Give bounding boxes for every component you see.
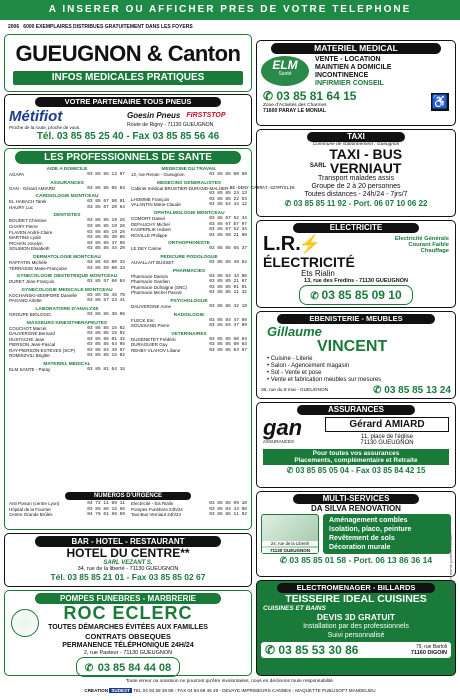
material-address-1: Zone d'Activités des Charmes	[263, 103, 327, 108]
list-item-phone: 03 85 85 19 26	[87, 223, 125, 229]
bar-owner: SARL VEZANT S.	[103, 560, 153, 566]
taxi-note: Commune de stationnement : Gueugnon	[312, 142, 400, 147]
electricity-section	[256, 220, 456, 308]
appliances-quote: DEVIS 3D GRATUIT	[316, 612, 396, 622]
list-item	[131, 260, 247, 266]
material-line-3: INCONTINENCE	[315, 72, 369, 79]
insurance-slogan-2: Placements, complémentaire et Retraite	[294, 457, 418, 464]
insurance-address-1: 11, place de l'église	[360, 434, 414, 440]
list-item	[131, 172, 247, 178]
phone-icon: ✆	[84, 663, 94, 674]
list-item-phone: 03 85 85 65 37	[209, 246, 247, 252]
list-item-phone: 03 85 85 30 06	[87, 235, 125, 241]
insurance-address-2: 71130 GUEUGNON	[360, 440, 414, 446]
list-item-name: Pharmacie Dufraigne (SNC)	[131, 284, 188, 290]
list-item	[9, 205, 125, 211]
pro-left-section-title: CARDIOLOGIE MONTCEAU	[35, 194, 99, 200]
list-item-name: HAURY Luc	[9, 204, 34, 210]
urgent-header: NUMEROS D'URGENCE	[65, 492, 191, 500]
furniture-item-3-text: Sol - Vente et pose	[270, 370, 322, 376]
list-item-phone: 03 85 67 67 97	[209, 221, 247, 227]
partner-address: Route de Rigny - 71130 GUEUGNON	[127, 121, 214, 128]
urgent-item-name: Hôpital de la Fourrier	[9, 506, 52, 512]
bar-address: 34, rue de la liberté - 71130 GUEUGNON	[77, 566, 179, 572]
list-item-phone: 03 85 67 52 34	[209, 227, 247, 233]
list-item-name: Pharmacie Danion	[131, 273, 169, 279]
material-line-2: MAINTIEN A DOMICILE	[315, 64, 392, 71]
list-item-name: ROVILLE Philippe	[131, 232, 168, 238]
list-item-name: PIERSON Jean-Pascal	[9, 342, 56, 348]
credits-text: TEL 04 93 69 38 88 - FAX 04 93 69 46 49 - DEVAYE IMPRIMEURS CANNES - MAQUETTE PUBLISOFT MANDELIEU	[133, 688, 376, 693]
list-item	[131, 246, 247, 252]
pro-left-section-title: MATERIEL MEDICAL	[43, 362, 91, 368]
list-item-phone: 03 85 67 60 91	[87, 199, 125, 205]
list-item-name: LHOMME François	[131, 196, 170, 202]
furniture-item-2-text: Salon - Agencement magasin	[270, 363, 350, 369]
credits-line	[0, 688, 460, 693]
funeral-section	[4, 590, 252, 676]
list-item-name: PICHAN Jocelyn	[9, 240, 43, 246]
furniture-item-4: • Vente et fabrication meubles sur mesures	[267, 377, 382, 383]
furniture-item-1-text: Cuisine - Literie	[270, 356, 313, 362]
side-note: Reproduction même partielle interdite	[448, 533, 453, 600]
funeral-phone-pill	[76, 657, 180, 677]
partner-logo	[9, 108, 127, 130]
list-item-phone: 03 85 85 19 26	[87, 218, 125, 224]
insurance-logo-text: gan	[263, 415, 303, 440]
phone-icon: ✆	[279, 555, 290, 565]
bar-section	[4, 533, 252, 587]
funeral-logo-icon	[11, 609, 39, 637]
pro-left-section-title: LABORATOIRE D'ANALYSE	[35, 306, 99, 312]
list-item-name: COUCHOT Marcel	[9, 325, 47, 331]
appliances-address-2: 71160 DIGOIN	[410, 650, 447, 656]
list-item-name: SOLIMON Elisabeth	[9, 246, 50, 252]
insurance-header: ASSURANCES	[297, 405, 415, 415]
list-item-name: CHARY Pierre	[9, 223, 38, 229]
list-item-name: PAGAND Arlette	[9, 298, 42, 304]
electricity-service-1: Electricité Générale	[394, 236, 449, 242]
list-item-phone: BE-DENY-CARRAT-SZYMYSLIK	[229, 185, 295, 191]
appliances-address-1: 79, rue Bartoli	[415, 644, 447, 650]
partner-brand-2: Goesin Pneus	[127, 110, 181, 120]
list-item	[131, 323, 247, 329]
taxi-name-1: TAXI - BUS	[329, 146, 403, 162]
list-item-name: Pharmacie Gardien	[131, 279, 170, 285]
insurance-logo-sub: ASSURANCES	[263, 439, 295, 444]
bar-name: HOTEL DU CENTRE**	[66, 546, 190, 560]
list-item-name: Cabinet médical BRUSTIER-DURAND-MALHER-	[131, 185, 230, 191]
pro-left-section-title: DENTISTES	[53, 213, 81, 219]
list-item	[9, 172, 125, 178]
funeral-line-1: TOUTES DÉMARCHES ÉVITÉES AUX FAMILLES	[48, 624, 208, 631]
edition-year: 2006	[8, 24, 20, 30]
electricity-logo	[263, 233, 373, 278]
insurance-logo	[263, 417, 325, 446]
taxi-section	[256, 129, 456, 217]
list-item-name: REHBY VLAHOV Liliane	[131, 347, 181, 353]
urgent-item-name: Pompes Funèbres 24h/24	[131, 506, 183, 512]
appliances-line-1: Installation par des professionnels	[303, 623, 409, 630]
professionals-left-column	[9, 164, 125, 373]
material-section	[256, 40, 456, 126]
services-address-2: 71130 GUEUGNON	[262, 548, 318, 553]
appliances-line-2: Suivi personnalisé	[327, 632, 385, 639]
furniture-item-2: • Salon - Agencement magasin	[267, 363, 350, 369]
list-item-phone: 03 85 85 64 95	[87, 342, 125, 348]
edition-line	[8, 24, 193, 30]
list-item-phone: 03 85 85 15 02	[87, 325, 125, 331]
professionals-header: LES PROFESSIONNELS DE SANTE	[15, 151, 241, 164]
list-item-phone: 03 85 64 44 12	[209, 202, 247, 208]
electricity-phone: 03 85 85 09 10	[321, 288, 402, 302]
list-item-phone: 03 85 85 24 13	[209, 191, 247, 197]
pro-right-section-title: PHARMACIES	[172, 268, 206, 274]
phone-icon: ✆	[284, 199, 294, 208]
list-item-phone: 03 85 85 15 02	[87, 331, 125, 337]
insurance-slogan-1: Pour toutes vos assurances	[312, 450, 400, 457]
pro-left-section-title: GYNECOLOGIE MEDICALE MONTCEAU	[21, 287, 113, 293]
taxi-line-3: Toutes distances - 24h/24 - 7jrs/7	[304, 191, 408, 198]
appliances-header: ELECTROMENAGER - BILLARDS	[277, 583, 435, 593]
page-title: GUEUGNON & Canton	[15, 41, 241, 66]
electricity-service-3: Chauffage	[420, 248, 449, 254]
list-item-phone: 03 85 85 42 19	[209, 303, 247, 309]
insurance-section	[256, 402, 456, 488]
list-item-name: LE DEY Carine	[131, 246, 162, 252]
list-item-phone: 03 85 85 22 54	[209, 196, 247, 202]
list-item-phone: 03 85 85 03 67	[209, 347, 247, 353]
appliances-section	[256, 580, 456, 676]
services-photo	[261, 514, 319, 554]
list-item	[9, 367, 125, 373]
edition-copies: 6000 EXEMPLAIRES DISTRIBUES GRATUITEMENT DANS LES FOYERS	[23, 24, 193, 30]
appliances-phone-number: 03 85 53 30 86	[278, 643, 359, 657]
urgent-item	[131, 512, 247, 518]
list-item	[9, 353, 125, 359]
material-line-1: VENTE - LOCATION	[315, 56, 381, 63]
list-item	[9, 266, 125, 272]
furniture-name-2: VINCENT	[317, 338, 388, 355]
pro-left-section-title: MASSEURS KINESITHERAPEUTES	[26, 320, 108, 326]
electricity-service-2: Courant Faible	[408, 242, 449, 248]
list-item-phone: 03 85 85 47 98	[87, 240, 125, 246]
list-item	[131, 290, 247, 296]
list-item-phone: 03 85 85 01 42	[87, 336, 125, 342]
phone-icon: ✆	[373, 385, 385, 396]
material-header: MATERIEL MEDICAL	[271, 43, 441, 54]
electricity-company: Ets Rialin	[301, 269, 335, 278]
pro-right-section-title: MEDECINE DU TRAVAIL	[161, 167, 217, 172]
taxi-sarl: SARL	[309, 163, 327, 169]
funeral-phone: 03 85 84 44 08	[97, 662, 172, 674]
taxi-phone-number: 03 85 85 11 92 - Port. 06 07 10 06 22	[293, 199, 428, 208]
services-address-1: 24, rue de la Liberté	[262, 541, 318, 546]
list-item-name: RAY-PIERSON-ESTEVES (SCP)	[9, 347, 76, 353]
pro-left-section-title: ASSURANCES	[50, 180, 84, 186]
list-item-name: KOCHANSKI-SEMPORE Danielle	[9, 292, 78, 298]
list-item-phone: 03 85 84 43 06	[209, 273, 247, 279]
list-item-name: TERRASSE Marie-Françoise	[9, 265, 68, 271]
urgent-item-name: Centre Grands Brûlés	[9, 512, 53, 518]
furniture-address: 36, rue du 8 mai - GUEUGNON	[261, 388, 329, 393]
urgent-item-name: Taxi-Bus Verniaut 24h/24	[131, 512, 182, 518]
partner-tagline: Proche de la route, proche de vous.	[9, 125, 81, 130]
services-header: MULTI-SERVICES	[293, 494, 419, 504]
list-item	[131, 202, 247, 208]
funeral-header: POMPES FUNEBRES - MARBRERIE	[35, 593, 221, 604]
funeral-name: ROC ECLERC	[63, 603, 193, 623]
list-item-phone: 03 85 85 44 20	[87, 246, 125, 252]
list-item	[9, 186, 125, 192]
material-phone	[263, 89, 431, 103]
list-item-name: RAFFATIN Michèle	[9, 259, 48, 265]
list-item	[9, 312, 125, 318]
urgent-item-phone: 03 85 84 44 08	[209, 506, 247, 512]
list-item-phone: 03 85 85 05 04	[87, 185, 125, 191]
electricity-logo-text: L.R.	[263, 233, 301, 255]
list-item-name: 12, rue Renan - Gueugnon	[131, 172, 185, 177]
legal-note: Toute erreur ou omission ne pourront qu'être involontaires, nous en déclinons toute responsabilité.	[125, 679, 335, 684]
list-item-phone: 03 85 85 13 67	[87, 172, 125, 177]
list-item-phone: 03 85 57 60 04	[87, 279, 125, 285]
list-item-phone: 03 85 84 49 57	[87, 347, 125, 353]
list-item-phone: 03 85 58 45 70	[87, 292, 125, 298]
pro-left-section-title: AIDE A DOMICILE	[46, 167, 88, 172]
list-item-phone: 03 85 85 15 02	[87, 353, 125, 359]
furniture-phone-number: 03 85 85 13 24	[384, 385, 451, 396]
pro-right-section-title: PEDICURE PODOLOGUE	[160, 254, 218, 260]
list-item	[131, 304, 247, 310]
list-item-name: VALANTIN Marie-Claude	[131, 202, 181, 208]
material-logo	[261, 56, 309, 86]
taxi-header: TAXI	[307, 132, 405, 142]
electricity-header: ELECTRICITE	[293, 223, 419, 233]
services-phone	[257, 555, 455, 566]
partner-header: VOTRE PARTENAIRE TOUS PNEUS	[35, 97, 221, 107]
list-item-phone: 03 85 85 00 50	[209, 172, 247, 177]
urgent-item-phone: 03 85 85 09 10	[209, 501, 247, 506]
material-address-2: 71600 PARAY LE MONIAL	[263, 108, 327, 114]
list-item	[9, 279, 125, 285]
bar-header: BAR - HOTEL - RESTAURANT	[35, 536, 221, 547]
page-subtitle: INFOS MEDICALES PRATIQUES	[13, 71, 243, 85]
wheelchair-icon: ♿	[431, 93, 449, 109]
list-item-phone: 03 85 85 01 01	[209, 284, 247, 290]
bar-phone: Tél. 03 85 85 21 01 - Fax 03 85 85 02 67	[50, 572, 206, 582]
appliances-sub: CUISINES ET BAINS	[263, 605, 326, 612]
list-item-phone: 03 85 85 11 32	[209, 290, 247, 296]
electricity-phone-pill	[299, 285, 412, 305]
list-item	[131, 348, 247, 354]
pro-right-section-title: MEDECINS GENERALISTES	[157, 180, 221, 186]
services-line-4: Décoration murale	[329, 544, 391, 551]
list-item-name: AGAPA	[9, 172, 25, 177]
services-section	[256, 491, 456, 577]
taxi-line-1: Transport malades assis	[318, 175, 394, 182]
list-item-name: BOUDET Christine	[9, 218, 47, 224]
pro-right-section-title: OPHTALMOLOGIE MONTCEAU	[153, 210, 225, 216]
phone-icon: ✆	[286, 466, 296, 475]
top-banner: A INSERER OU AFFICHER PRES DE VOTRE TELEPHONE	[0, 0, 460, 20]
electricity-name: ÉLECTRICITÉ	[263, 254, 355, 270]
list-item-name: SOUSSAND Pierre	[131, 323, 170, 329]
electricity-address: 13, rue des Fredins - 71130 GUEUGNON	[304, 278, 408, 284]
credits-brand: SUDEST	[111, 688, 130, 693]
partner-brand-3: FIRSTSTOP	[186, 111, 226, 119]
services-phone-number: 03 85 85 01 58 - Port. 06 13 86 36 14	[289, 555, 433, 565]
title-box	[4, 34, 252, 92]
list-item-phone: 03 85 67 52 34	[209, 215, 247, 221]
material-logo-sub: Santé	[278, 71, 292, 77]
urgent-item-phone: 03 85 85 15 56	[87, 506, 125, 512]
list-item-name: COMORT Daniel	[131, 215, 165, 221]
insurance-phone-number: 03 85 85 05 04 - Fax 03 85 84 42 15	[295, 466, 426, 475]
list-item-phone: 03 85 58 21 60	[209, 232, 247, 238]
list-item-name: Pharmacie Michel Pascal	[131, 290, 182, 296]
urgent-item-phone: 04 78 61 89 50	[87, 512, 125, 518]
list-item-name: DURET Jean-François	[9, 279, 55, 285]
credits-label: CREATION	[84, 688, 109, 693]
services-line-1: Aménagement combles	[329, 517, 408, 524]
list-item-name: DEFAUCHY Michel	[131, 221, 170, 227]
phone-icon: ✆	[263, 89, 277, 103]
urgent-item-name: Anti Poison (centre Lyon)	[9, 501, 60, 506]
list-item-name: DURAGUIER Guy	[131, 342, 168, 348]
list-item-name: ELM SANTE - Paray	[9, 367, 51, 373]
furniture-item-4-text: Vente et fabrication meubles sur mesures	[270, 377, 382, 383]
list-item-name: DAUVERGNE Bernard	[9, 331, 55, 337]
insurance-name: Gérard AMIARD	[325, 417, 449, 432]
list-item-phone: 03 85 69 00 33	[87, 265, 125, 271]
list-item-name: AUVALLAIT BUSSET	[131, 259, 175, 265]
taxi-name-2: VERNIAUT	[329, 160, 402, 176]
partner-phone: Tél. 03 85 85 25 40 - Fax 03 85 85 56 46	[36, 131, 220, 142]
list-item	[9, 298, 125, 304]
list-item-phone: 03 85 85 60 84	[209, 342, 247, 348]
insurance-phone	[257, 466, 455, 475]
insurance-slogan-bar	[263, 449, 449, 465]
urgent-left-column	[9, 501, 125, 518]
urgent-item	[9, 512, 125, 518]
list-item-phone: 03 85 85 21 67	[209, 279, 247, 285]
pro-right-section-title: ORTHOPHONISTE	[168, 241, 210, 247]
list-item	[9, 246, 125, 252]
pro-right-section-title: VETERINAIRES	[171, 331, 207, 337]
services-name: DA SILVA RENOVATION	[311, 504, 401, 513]
list-item-phone: 03 85 69 00 33	[87, 259, 125, 265]
list-item-name: GROUPE BIOLOGIC	[9, 311, 52, 317]
list-item-name: GAN - Gérard AMIARD	[9, 185, 56, 191]
funeral-address: 2, rue Pasteur - 71130 GUEUGNON	[83, 650, 173, 656]
services-line-3: Revêtement de sols	[329, 535, 395, 542]
urgent-right-column	[131, 501, 247, 518]
services-line-2: Isolation, placo, peinture	[329, 526, 412, 533]
list-item-phone: 03 85 81 64 15	[87, 367, 125, 373]
pro-right-section-title: RADIOLOGIE	[173, 312, 205, 318]
material-line-4: INFIRMIER CONSEIL	[315, 80, 384, 87]
funeral-line-2: CONTRATS OBSEQUES	[85, 632, 171, 641]
pro-left-section-title: GYNECOLOGIE OBSTETRIQUE MONTCEAU	[16, 274, 118, 280]
list-item-name: DAUVERGNE Anne	[131, 303, 172, 309]
material-phone-number: 03 85 81 64 15	[276, 89, 357, 103]
furniture-item-1: • Cuisine - Literie	[267, 356, 313, 362]
list-item-name: FLECK Eric	[131, 317, 155, 323]
phone-icon: ✆	[310, 291, 322, 302]
funeral-line-3: PERMANENCE TÉLÉPHONIQUE 24H/24	[62, 642, 194, 649]
list-item-name: HUSTACHE Jean	[9, 336, 45, 342]
partner-brand: Métifiot	[9, 108, 63, 125]
list-item-phone: 03 85 85 38 06	[87, 311, 125, 317]
furniture-item-3: • Sol - Vente et pose	[267, 370, 322, 376]
taxi-line-2: Groupe de 2 à 20 personnes	[311, 183, 401, 190]
taxi-phone	[257, 199, 455, 208]
urgent-item-phone: 04 72 11 69 11	[87, 501, 125, 506]
furniture-header: EBENISTERIE - MEUBLES	[277, 314, 435, 324]
list-item-name: ROMISZVILI Brigitte	[9, 353, 50, 359]
material-logo-text: ELM	[272, 58, 298, 72]
appliances-name: TEISSEIRE IDEAL CUISINES	[285, 593, 427, 605]
furniture-name-1: Gillaume	[267, 324, 322, 339]
furniture-section	[256, 311, 456, 399]
pro-left-section-title: DERMATOLOGIE MONTCEAU	[33, 254, 101, 260]
list-item-name: FLAVEN André-Claire	[9, 229, 53, 235]
list-item-phone: 03 85 57 23 41	[87, 298, 125, 304]
list-item-phone: 03 85 85 49 62	[209, 259, 247, 265]
urgent-item-phone: 03 85 85 11 92	[209, 512, 247, 518]
list-item-name: EL HABACH Tarek	[9, 199, 47, 205]
urgent-item-name: Electricité - Eis Rialin	[131, 501, 174, 506]
list-item-phone: 03 85 67 20 64	[87, 204, 125, 210]
list-item-name: DUGENETET Frédéric	[131, 336, 177, 342]
phone-icon: ✆	[265, 643, 279, 657]
pro-right-section-title: PSYCHOLOGUE	[170, 298, 208, 304]
list-item	[131, 233, 247, 239]
furniture-phone	[373, 385, 451, 396]
list-item-phone: 03 85 84 47 89	[209, 323, 247, 329]
list-item-phone: 03 85 84 47 89	[209, 317, 247, 323]
partner-section	[4, 94, 252, 146]
list-item-phone: 03 85 85 60 84	[209, 336, 247, 342]
lightning-icon: ⚡	[298, 234, 322, 254]
list-item-phone: 03 85 85 19 26	[87, 229, 125, 235]
list-item-name: MARTINS Lydie	[9, 235, 42, 241]
list-item-name: KASPERLIK Hubert	[131, 227, 171, 233]
appliances-phone	[265, 643, 358, 657]
